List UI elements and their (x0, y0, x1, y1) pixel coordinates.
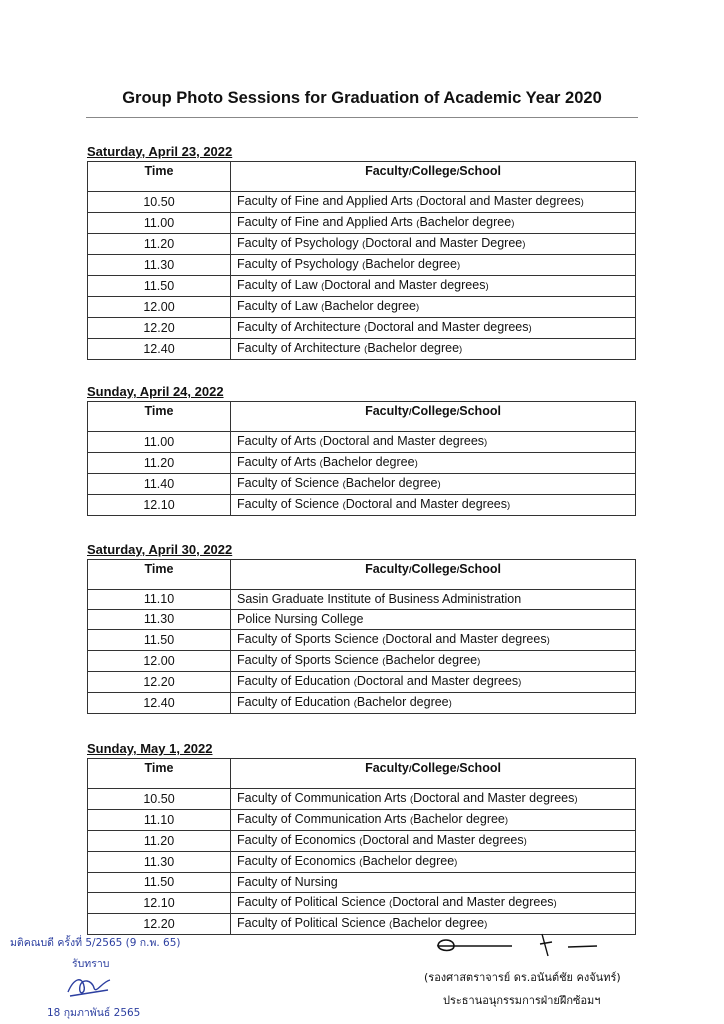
degree-level: Bachelor degree (322, 455, 415, 469)
table-row (88, 789, 636, 810)
paren-open: ( (389, 898, 393, 909)
degree-level: Doctoral and Master degrees (392, 895, 554, 909)
resolution-note: มติคณบดี ครั้งที่ 5/2565 (9 ก.พ. 65) (10, 937, 181, 949)
session-time: 11.00 (88, 432, 231, 453)
faculty-name: Faculty of Science (237, 497, 343, 511)
session-time: 12.10 (88, 495, 231, 516)
header-label: School (459, 404, 501, 418)
faculty-cell (231, 693, 636, 714)
degree-level: Doctoral and Master degrees (345, 497, 507, 511)
table-row (88, 276, 636, 297)
session-time: 11.50 (88, 630, 231, 651)
header-label: School (459, 164, 501, 178)
header-separator: / (408, 764, 412, 775)
acknowledged-label: รับทราบ (72, 958, 110, 970)
faculty-name: Faculty of Law (237, 278, 322, 292)
section-date: Saturday, April 23, 2022 (87, 144, 233, 159)
faculty-column-header (231, 759, 636, 789)
header-label: College (411, 404, 457, 418)
faculty-name: Faculty of Psychology (237, 257, 363, 271)
time-column-header: Time (88, 162, 231, 192)
header-label: Faculty (365, 761, 409, 775)
time-column-header: Time (88, 402, 231, 432)
page-title: Group Photo Sessions for Graduation of Academic Year 2020 (122, 89, 602, 107)
header-separator: / (456, 407, 460, 418)
schedule-section (87, 739, 636, 935)
session-time: 11.00 (88, 213, 231, 234)
session-time: 11.40 (88, 474, 231, 495)
faculty-cell (231, 192, 636, 213)
paren-close: ) (414, 458, 418, 469)
table-row (88, 234, 636, 255)
time-column-header: Time (88, 560, 231, 590)
table-row (88, 432, 636, 453)
faculty-name: Faculty of Law (237, 299, 322, 313)
header-separator: / (456, 565, 460, 576)
session-time: 11.10 (88, 590, 231, 610)
schedule-section (87, 142, 636, 360)
paren-open: ( (319, 437, 323, 448)
faculty-name: Faculty of Communication Arts (237, 791, 410, 805)
faculty-name: Faculty of Economics (237, 854, 360, 868)
degree-level: Doctoral and Master degrees (356, 674, 519, 688)
degree-level: Doctoral and Master degrees (362, 833, 524, 847)
faculty-column-header (231, 162, 636, 192)
degree-level: Bachelor degree (367, 341, 460, 355)
degree-level: Doctoral and Master degrees (413, 791, 575, 805)
table-row (88, 672, 636, 693)
faculty-name: Faculty of Psychology (237, 236, 363, 250)
paren-open: ( (382, 656, 386, 667)
schedule-section (87, 382, 636, 516)
faculty-cell (231, 672, 636, 693)
paren-open: ( (342, 479, 346, 490)
faculty-name: Faculty of Fine and Applied Arts (237, 194, 417, 208)
table-row (88, 297, 636, 318)
header-label: College (411, 761, 457, 775)
session-time: 11.30 (88, 255, 231, 276)
faculty-cell (231, 318, 636, 339)
paren-close: ) (484, 437, 488, 448)
table-header-row (88, 402, 636, 432)
faculty-cell (231, 255, 636, 276)
faculty-name: Faculty of Nursing (237, 875, 338, 889)
paren-open: ( (364, 323, 368, 334)
faculty-name: Faculty of Political Science (237, 916, 390, 930)
table-row (88, 810, 636, 831)
paren-close: ) (511, 218, 515, 229)
header-label: College (411, 164, 457, 178)
faculty-name: Faculty of Fine and Applied Arts (237, 215, 417, 229)
paren-close: ) (523, 836, 527, 847)
paren-close: ) (459, 344, 463, 355)
faculty-cell (231, 789, 636, 810)
paren-open: ( (359, 857, 363, 868)
table-row (88, 339, 636, 360)
table-header-row (88, 759, 636, 789)
paren-close: ) (484, 919, 488, 930)
paren-open: ( (321, 281, 325, 292)
paren-open: ( (362, 260, 366, 271)
paren-close: ) (580, 197, 584, 208)
table-header-row (88, 162, 636, 192)
section-date: Sunday, May 1, 2022 (87, 741, 213, 756)
paren-close: ) (546, 635, 550, 646)
faculty-name: Faculty of Arts (237, 455, 320, 469)
faculty-cell (231, 432, 636, 453)
paren-open: ( (342, 500, 346, 511)
schedule-section (87, 540, 636, 714)
time-column-header: Time (88, 759, 231, 789)
paren-close: ) (518, 677, 522, 688)
schedule-table (87, 559, 636, 714)
schedule-table (87, 161, 636, 360)
faculty-name: Faculty of Education (237, 695, 354, 709)
header-separator: / (408, 565, 412, 576)
faculty-cell (231, 213, 636, 234)
faculty-cell (231, 651, 636, 672)
paren-close: ) (477, 656, 481, 667)
paren-close: ) (553, 898, 557, 909)
faculty-cell (231, 234, 636, 255)
degree-level: Bachelor degree (345, 476, 438, 490)
faculty-cell (231, 590, 636, 610)
faculty-cell (231, 339, 636, 360)
header-label: School (459, 562, 501, 576)
paren-close: ) (485, 281, 489, 292)
paren-close: ) (415, 302, 420, 313)
header-separator: / (408, 167, 412, 178)
schedule-table (87, 758, 636, 935)
chair-title: ประธานอนุกรรมการฝ่ายฝึกซ้อมฯ (443, 994, 601, 1007)
faculty-cell (231, 831, 636, 852)
faculty-name: Faculty of Education (237, 674, 354, 688)
paren-open: ( (321, 302, 325, 313)
table-row (88, 213, 636, 234)
paren-open: ( (364, 344, 368, 355)
paren-close: ) (522, 239, 526, 250)
paren-open: ( (409, 815, 414, 826)
paren-open: ( (416, 197, 420, 208)
faculty-name: Faculty of Sports Science (237, 653, 383, 667)
table-row (88, 495, 636, 516)
paren-open: ( (382, 635, 386, 646)
faculty-cell (231, 276, 636, 297)
header-label: Faculty (365, 404, 409, 418)
degree-level: Bachelor degree (324, 299, 416, 313)
faculty-name: Faculty of Science (237, 476, 343, 490)
faculty-cell (231, 610, 636, 630)
faculty-name: Faculty of Economics (237, 833, 360, 847)
paren-close: ) (437, 479, 441, 490)
paren-open: ( (353, 677, 357, 688)
degree-level: Doctoral and Master degrees (419, 194, 581, 208)
session-time: 12.40 (88, 339, 231, 360)
chair-name: (รองศาสตราจารย์ ดร.อนันต์ชัย คงจันทร์) (424, 971, 621, 984)
faculty-cell (231, 810, 636, 831)
table-row (88, 590, 636, 610)
session-time: 11.20 (88, 453, 231, 474)
header-label: Faculty (365, 164, 409, 178)
faculty-cell (231, 453, 636, 474)
degree-level: Doctoral and Master degrees (367, 320, 529, 334)
paren-close: ) (528, 323, 532, 334)
table-row (88, 610, 636, 630)
faculty-column-header (231, 402, 636, 432)
faculty-name: Sasin Graduate Institute of Business Administration (237, 592, 522, 606)
table-row (88, 893, 636, 914)
table-row (88, 318, 636, 339)
degree-level: Doctoral and Master degrees (322, 434, 485, 448)
acknowledged-date: 18 กุมภาพันธ์ 2565 (47, 1007, 141, 1019)
table-header-row (88, 560, 636, 590)
session-time: 12.10 (88, 893, 231, 914)
paren-open: ( (359, 836, 363, 847)
chair-signature (432, 930, 612, 960)
session-time: 11.10 (88, 810, 231, 831)
section-date: Sunday, April 24, 2022 (87, 384, 224, 399)
session-time: 12.20 (88, 914, 231, 935)
faculty-name: Faculty of Sports Science (237, 632, 383, 646)
session-time: 11.20 (88, 831, 231, 852)
session-time: 12.20 (88, 318, 231, 339)
degree-level: Doctoral and Master Degree (365, 236, 523, 250)
header-label: Faculty (365, 562, 409, 576)
paren-close: ) (574, 794, 578, 805)
initials-signature (64, 972, 114, 1000)
table-row (88, 630, 636, 651)
session-time: 12.40 (88, 693, 231, 714)
session-time: 11.30 (88, 610, 231, 630)
faculty-name: Faculty of Communication Arts (237, 812, 410, 826)
header-label: School (459, 761, 501, 775)
table-row (88, 873, 636, 893)
paren-close: ) (504, 815, 509, 826)
header-separator: / (456, 167, 460, 178)
degree-level: Bachelor degree (362, 854, 455, 868)
faculty-cell (231, 297, 636, 318)
paren-close: ) (506, 500, 511, 511)
title-divider (86, 117, 638, 118)
faculty-cell (231, 495, 636, 516)
session-time: 11.50 (88, 873, 231, 893)
faculty-name: Faculty of Architecture (237, 320, 365, 334)
degree-level: Doctoral and Master degrees (385, 632, 547, 646)
session-time: 10.50 (88, 789, 231, 810)
faculty-name: Faculty of Political Science (237, 895, 390, 909)
session-time: 11.30 (88, 852, 231, 873)
session-time: 11.20 (88, 234, 231, 255)
degree-level: Bachelor degree (356, 695, 449, 709)
faculty-cell (231, 630, 636, 651)
session-time: 12.00 (88, 651, 231, 672)
paren-open: ( (409, 794, 414, 805)
session-time: 11.50 (88, 276, 231, 297)
table-row (88, 651, 636, 672)
degree-level: Doctoral and Master degrees (324, 278, 486, 292)
paren-close: ) (456, 260, 461, 271)
faculty-name: Police Nursing College (237, 612, 364, 626)
faculty-cell (231, 852, 636, 873)
paren-open: ( (416, 218, 420, 229)
degree-level: Bachelor degree (419, 215, 512, 229)
schedule-table (87, 401, 636, 516)
faculty-cell (231, 873, 636, 893)
header-separator: / (408, 407, 412, 418)
table-row (88, 831, 636, 852)
paren-open: ( (389, 919, 393, 930)
faculty-cell (231, 893, 636, 914)
table-row (88, 453, 636, 474)
header-label: College (411, 562, 457, 576)
session-time: 12.00 (88, 297, 231, 318)
paren-close: ) (448, 698, 452, 709)
degree-level: Bachelor degree (392, 916, 485, 930)
faculty-name: Faculty of Arts (237, 434, 320, 448)
header-separator: / (456, 764, 460, 775)
table-row (88, 693, 636, 714)
paren-open: ( (362, 239, 366, 250)
table-row (88, 192, 636, 213)
paren-open: ( (353, 698, 357, 709)
faculty-name: Faculty of Architecture (237, 341, 365, 355)
faculty-cell (231, 474, 636, 495)
table-row (88, 474, 636, 495)
table-row (88, 852, 636, 873)
section-date: Saturday, April 30, 2022 (87, 542, 233, 557)
table-row (88, 255, 636, 276)
paren-close: ) (454, 857, 458, 868)
degree-level: Bachelor degree (413, 812, 505, 826)
session-time: 12.20 (88, 672, 231, 693)
session-time: 10.50 (88, 192, 231, 213)
faculty-column-header (231, 560, 636, 590)
paren-open: ( (319, 458, 323, 469)
degree-level: Bachelor degree (365, 257, 457, 271)
degree-level: Bachelor degree (385, 653, 478, 667)
